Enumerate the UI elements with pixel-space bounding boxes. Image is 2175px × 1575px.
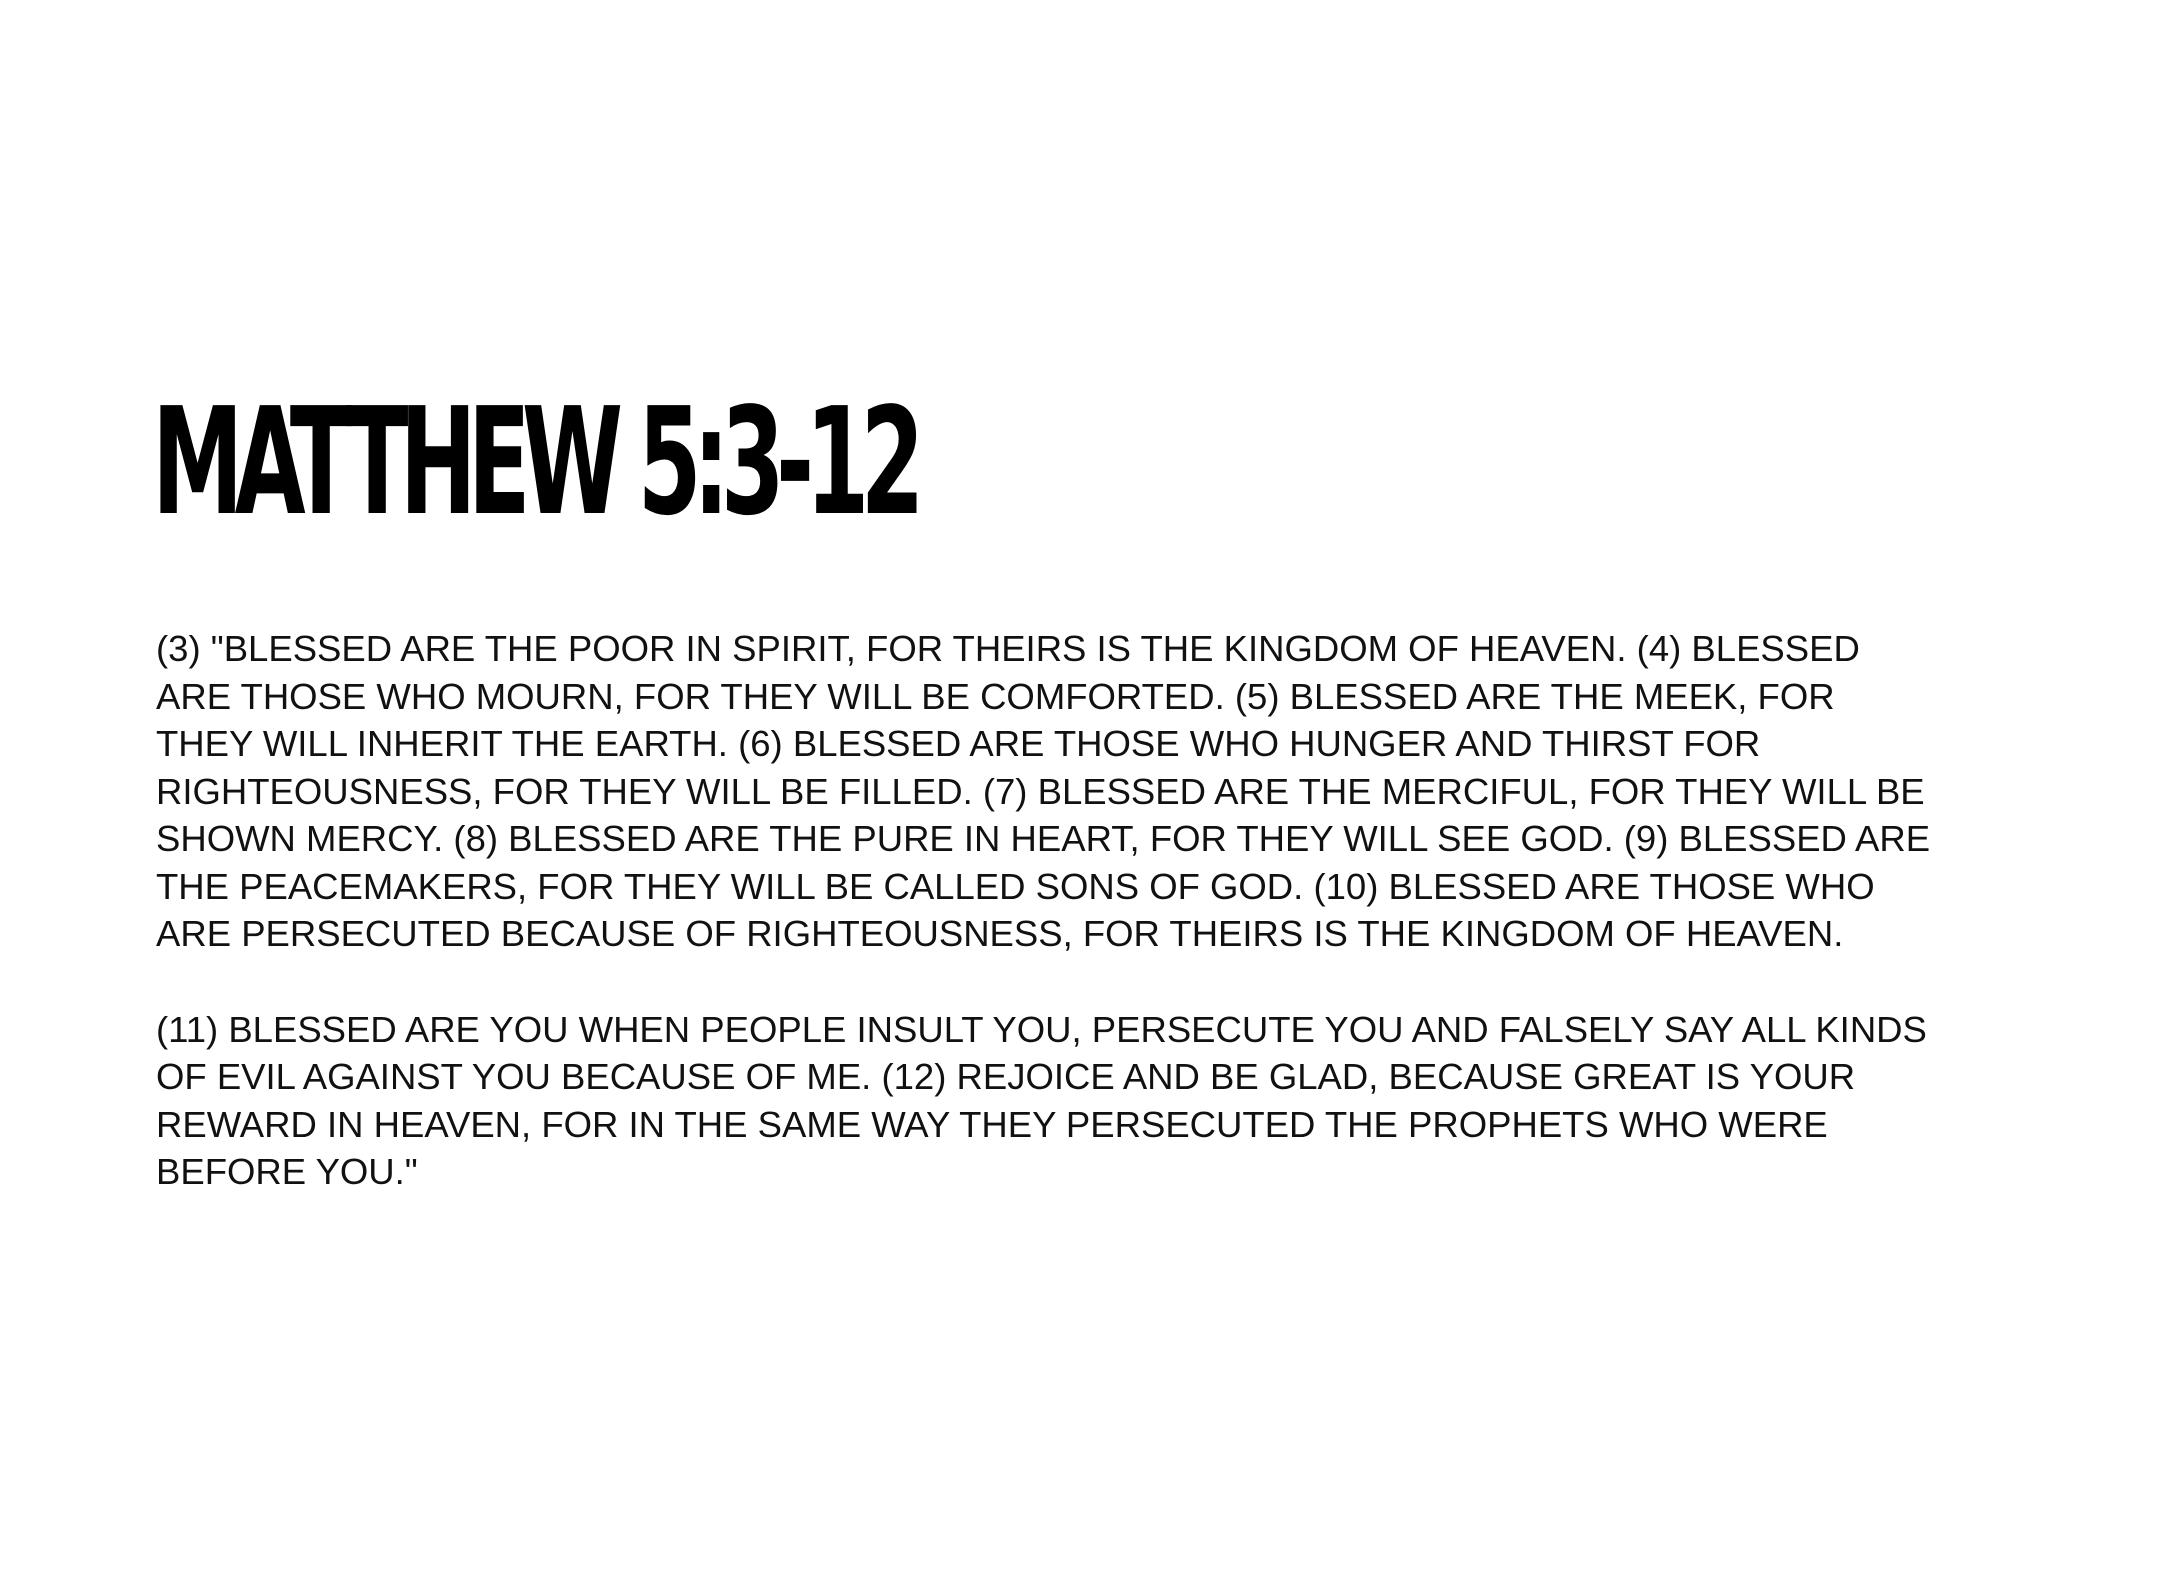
- text-line: ARE THOSE WHO MOURN, FOR THEY WILL BE COMFORTED. (5) BLESSED ARE THE MEEK, FOR: [156, 675, 1835, 717]
- paragraph-spacer: [156, 958, 2056, 1006]
- text-line: BEFORE YOU.": [156, 1151, 418, 1192]
- text-line: REWARD IN HEAVEN, FOR IN THE SAME WAY THEY PERSECUTED THE PROPHETS WHO WERE: [156, 1103, 1828, 1145]
- text-line: (3) "BLESSED ARE THE POOR IN SPIRIT, FOR THEIRS IS THE KINGDOM OF HEAVEN. (4) BLESSED: [156, 628, 1860, 669]
- text-line: (11) BLESSED ARE YOU WHEN PEOPLE INSULT YOU, PERSECUTE YOU AND FALSELY SAY ALL KINDS: [156, 1008, 1927, 1050]
- text-line: THE PEACEMAKERS, FOR THEY WILL BE CALLED SONS OF GOD. (10) BLESSED ARE THOSE WHO: [156, 865, 1875, 907]
- text-line: SHOWN MERCY. (8) BLESSED ARE THE PURE IN HEART, FOR THEY WILL SEE GOD. (9) BLESSED ARE: [156, 818, 1931, 859]
- paragraph-1: [156, 625, 2056, 958]
- text-line: RIGHTEOUSNESS, FOR THEY WILL BE FILLED. (7) BLESSED ARE THE MERCIFUL, FOR THEY WILL BE: [156, 770, 1925, 812]
- text-line: THEY WILL INHERIT THE EARTH. (6) BLESSED ARE THOSE WHO HUNGER AND THIRST FOR: [156, 723, 1761, 764]
- text-line: OF EVIL AGAINST YOU BECAUSE OF ME. (12) REJOICE AND BE GLAD, BECAUSE GREAT IS YOUR: [156, 1056, 1856, 1097]
- paragraph-2: [156, 1006, 2056, 1196]
- text-line: ARE PERSECUTED BECAUSE OF RIGHTEOUSNESS, FOR THEIRS IS THE KINGDOM OF HEAVEN.: [156, 913, 1844, 954]
- page-title: MATTHEW 5:3-12: [152, 376, 916, 548]
- scripture-text: [156, 625, 2056, 1196]
